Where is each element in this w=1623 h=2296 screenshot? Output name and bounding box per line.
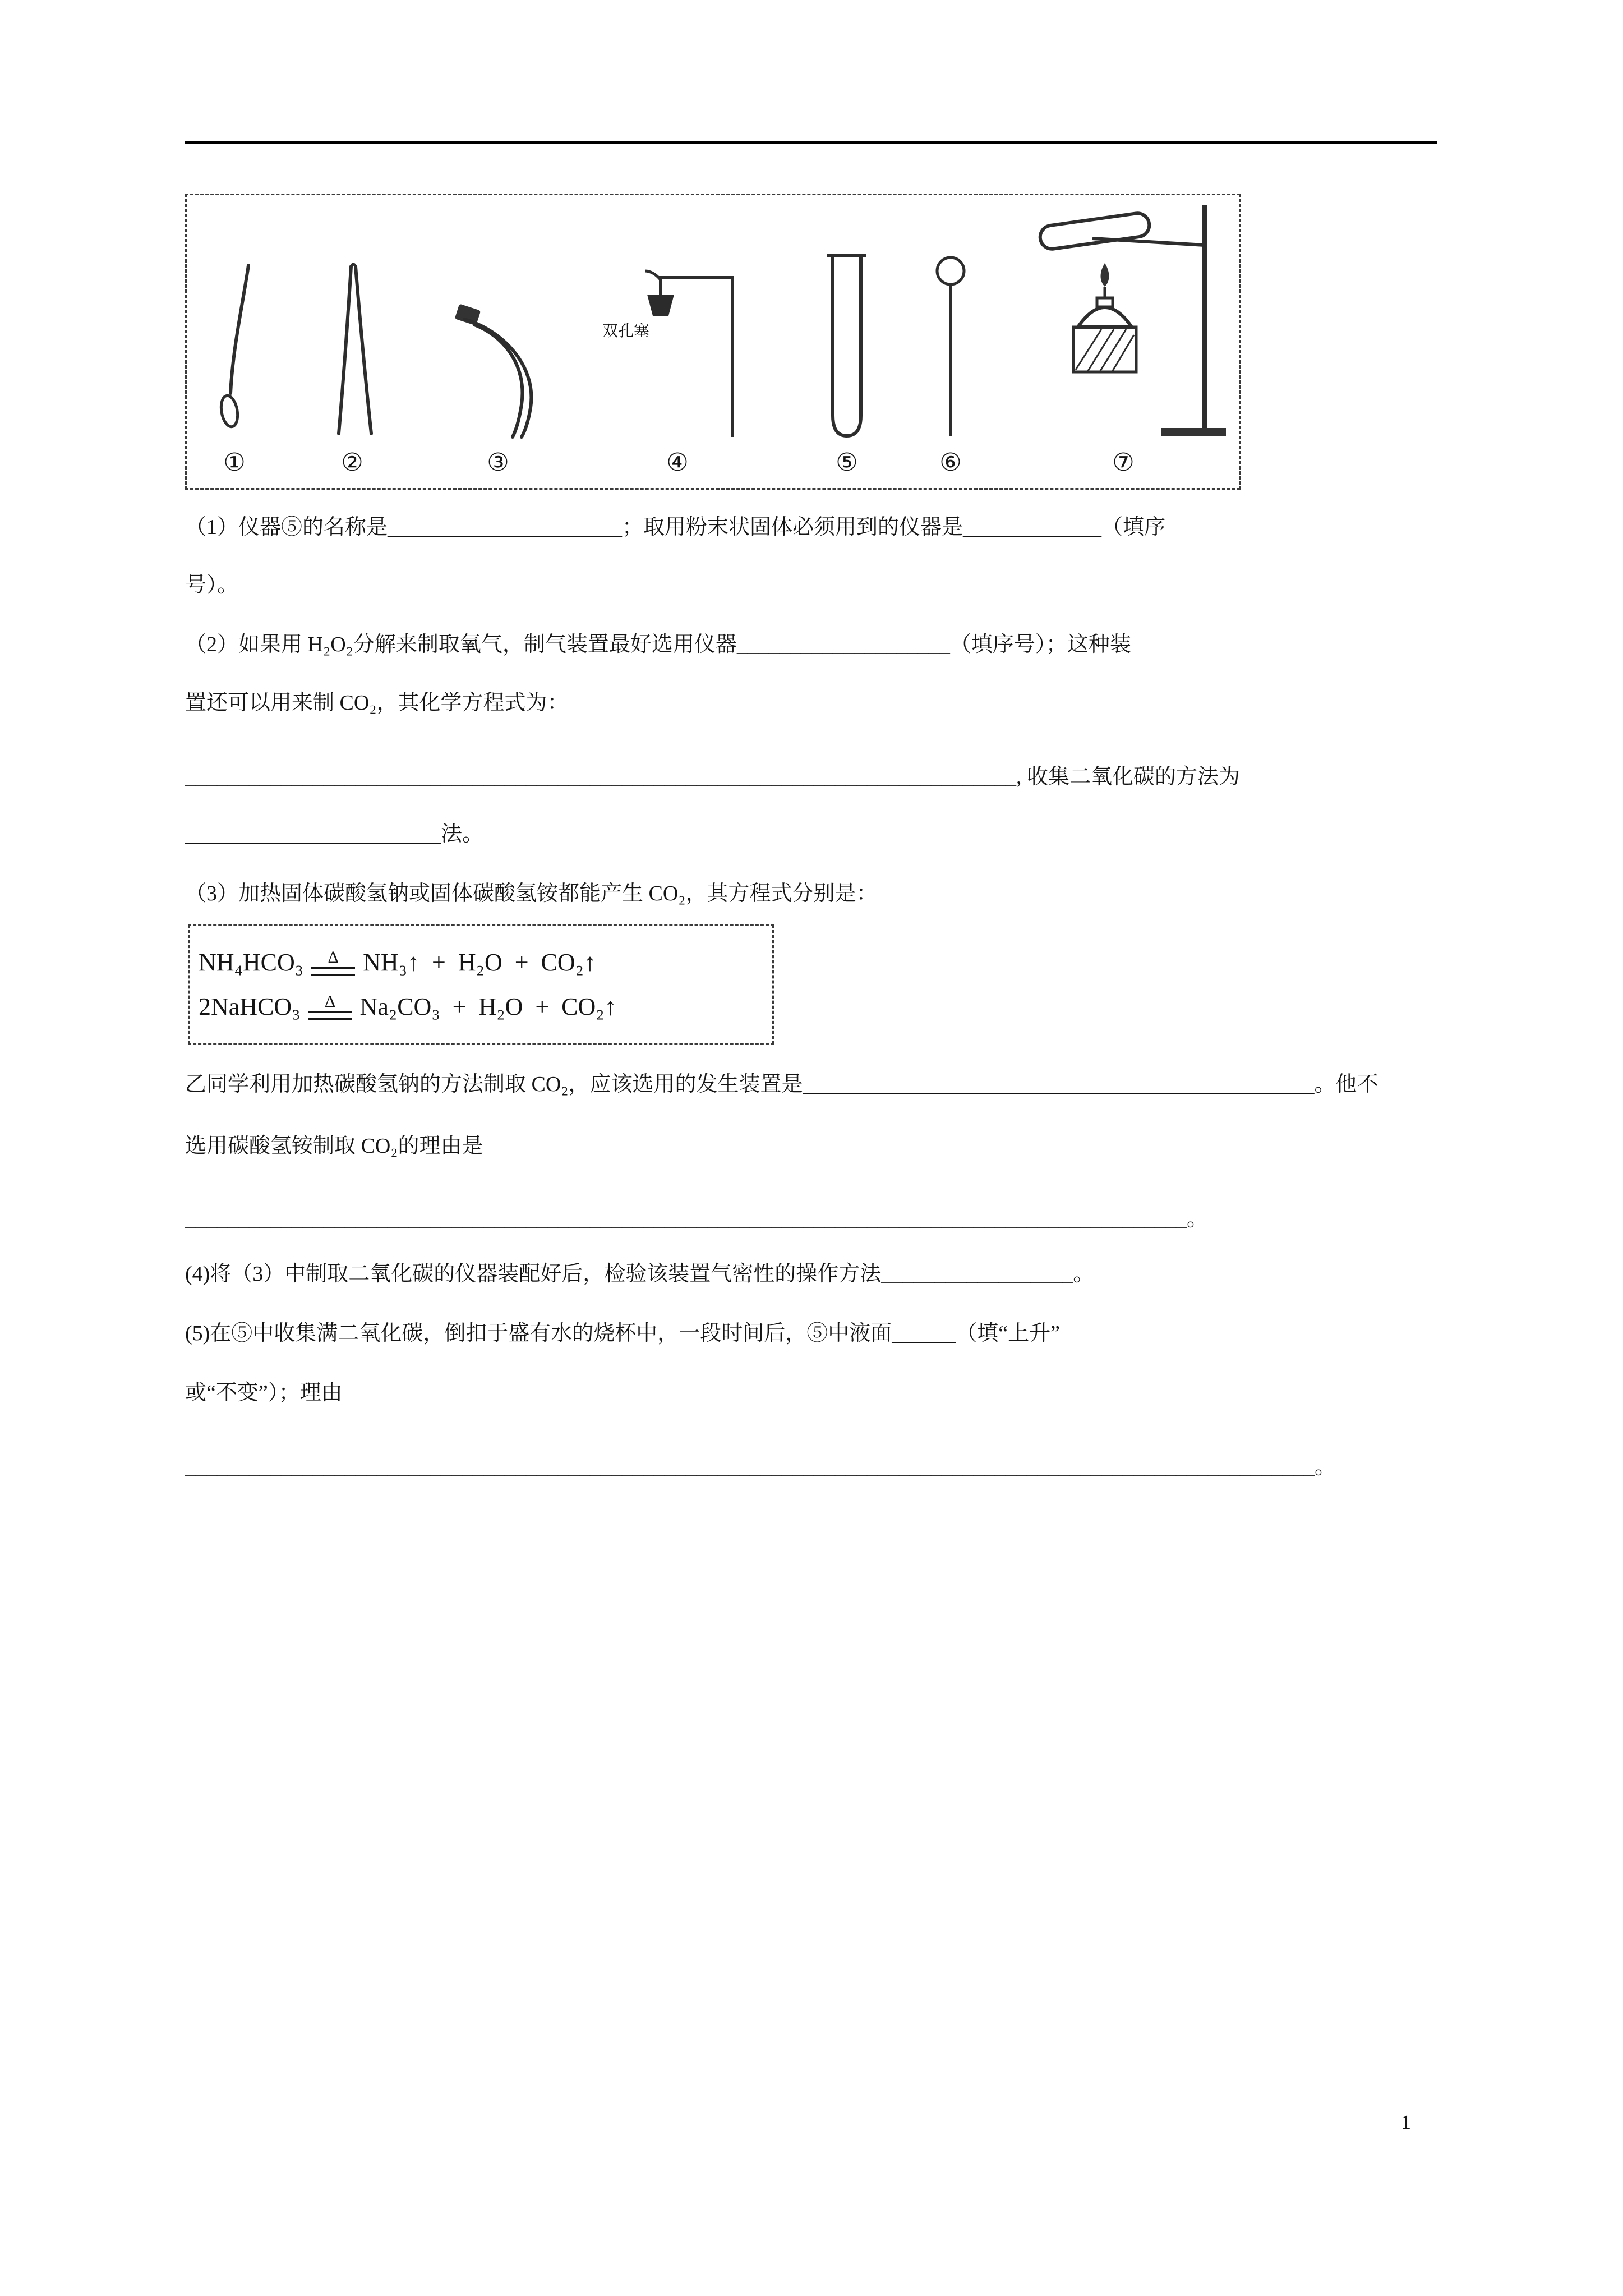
equation-1-condition xyxy=(311,949,355,976)
delta-symbol: Δ xyxy=(324,992,336,1011)
equations-box xyxy=(188,924,774,1045)
delivery-tube-with-stopper-icon xyxy=(605,259,750,444)
question-3-line-3: 选用碳酸氢铵制取 CO₂的理由是 xyxy=(185,1134,483,1158)
combustion-spoon-icon xyxy=(204,259,265,444)
test-tube-holder-icon xyxy=(442,292,554,444)
question-5-answer-blank-line: __________________________________________________________________________________________________________。 xyxy=(185,1455,1336,1479)
equation-1-products: NH₃↑ + H₂O + CO₂↑ xyxy=(363,948,597,976)
equation-2 xyxy=(199,992,772,1021)
equation-2-reactant: 2NaHCO₃ xyxy=(199,993,301,1021)
double-hole-stopper-label: 双孔塞 xyxy=(602,323,650,340)
delta-symbol: Δ xyxy=(328,947,339,967)
question-5-line-2: 或“不变”）；理由 xyxy=(185,1381,343,1405)
apparatus-label-7: ⑦ xyxy=(1112,449,1135,477)
forceps-icon xyxy=(319,259,386,444)
question-5-line-1: (5)在⑤中收集满二氧化碳，倒扣于盛有水的烧杯中，一段时间后，⑤中液面______（填“上升” xyxy=(185,1322,1061,1345)
question-3-answer-blank-line: ______________________________________________________________________________________________。 xyxy=(185,1207,1209,1231)
apparatus-label-2: ② xyxy=(341,449,363,477)
question-2-line-2: 置还可以用来制 CO₂，其化学方程式为： xyxy=(185,691,569,715)
apparatus-label-6: ⑥ xyxy=(939,449,962,477)
double-line xyxy=(308,1011,352,1020)
question-4-line: (4)将（3）中制取二氧化碳的仪器装配好后，检验该装置气密性的操作方法__________________。 xyxy=(185,1262,1095,1286)
question-3-line-1: （3）加热固体碳酸氢钠或固体碳酸氢铵都能产生 CO₂，其方程式分别是： xyxy=(185,882,878,905)
apparatus-label-3: ③ xyxy=(487,449,509,477)
apparatus-item-4 xyxy=(602,259,750,478)
apparatus-figure-box xyxy=(185,194,1241,490)
page-number: 1 xyxy=(1401,2111,1411,2133)
apparatus-item-6 xyxy=(917,247,984,478)
apparatus-item-1 xyxy=(204,259,265,478)
dropper-icon xyxy=(917,247,984,444)
apparatus-item-5 xyxy=(816,247,878,478)
apparatus-label-4: ④ xyxy=(666,449,689,477)
question-1-line-1: （1）仪器⑤的名称是______________________；取用粉末状固体必须用到的仪器是_____________（填序 xyxy=(185,516,1166,539)
question-2-line-1: （2）如果用 H₂O₂分解来制取氧气，制气装置最好选用仪器____________________（填序号）；这种装 xyxy=(185,633,1131,656)
question-2-line-4: ________________________法。 xyxy=(185,822,484,846)
equation-1 xyxy=(199,948,772,977)
equation-2-condition xyxy=(308,993,352,1020)
double-line xyxy=(311,967,355,976)
question-2-answer-blank-line: ______________________________________________________________________________, 收集二氧化碳的方法为 xyxy=(185,765,1241,789)
question-1-line-2: 号）。 xyxy=(185,573,239,597)
iron-stand-heating-setup-icon xyxy=(1020,197,1227,444)
apparatus-label-1: ① xyxy=(223,449,246,477)
apparatus-item-3 xyxy=(442,292,554,478)
test-tube-icon xyxy=(816,247,878,444)
question-3-line-2: 乙同学利用加热碳酸氢钠的方法制取 CO₂，应该选用的发生装置是________________________________________________。他不 xyxy=(185,1073,1378,1096)
equation-2-products: Na₂CO₃ + H₂O + CO₂↑ xyxy=(359,993,617,1021)
apparatus-item-7 xyxy=(1020,197,1227,478)
header-rule xyxy=(185,141,1437,144)
equation-1-reactant: NH₄HCO₃ xyxy=(199,948,304,976)
apparatus-item-2 xyxy=(319,259,386,478)
apparatus-label-5: ⑤ xyxy=(836,449,858,477)
